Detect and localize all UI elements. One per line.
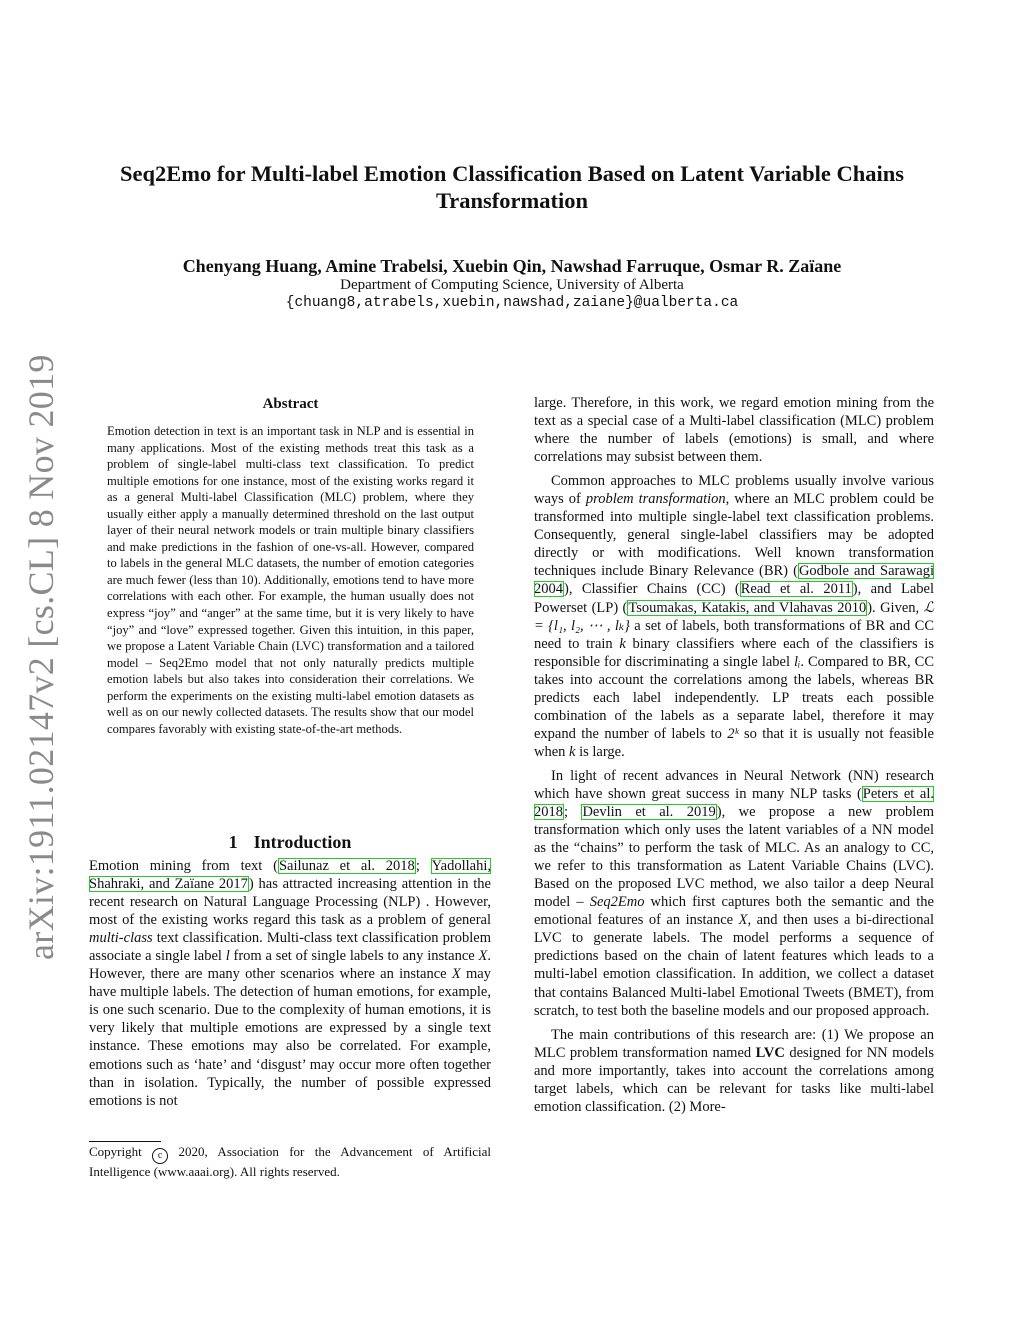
intro-paragraph-1-cont: large. Therefore, in this work, we regard emotion mining from the text as a special case of a Multi-label classification (MLC) problem where the number of labels (emotions) is small, and where correlations may subsist between them.	[534, 395, 934, 466]
intro-paragraph-4: The main contributions of this research are: (1) We propose an MLC problem transformation named LVC designed for NN models and more importantly, takes into account the correlations among target labels, which can be relevant for tasks like multi-label emotion classification. (2) More-	[534, 1026, 934, 1115]
title-line-2: Transformation	[435, 188, 589, 213]
copyright-icon: c	[152, 1148, 168, 1164]
citation-link[interactable]: Yadollahi, Shahraki, and Zaïane 2017	[89, 858, 491, 893]
citation-link[interactable]: Read et al. 2011	[740, 581, 852, 598]
math-variable: X	[451, 966, 461, 983]
citation-link[interactable]: Devlin et al. 2019	[582, 804, 716, 821]
copyright-footnote: Copyright c 2020, Association for the Advancement of Artificial Intelligence (www.aaai.org). All rights reserved.	[89, 1144, 492, 1179]
citation-link[interactable]: Godbole and Sarawagi 2004	[534, 563, 935, 598]
section-title: Introduction	[253, 832, 352, 852]
citation-link[interactable]: Tsoumakas, Katakis, and Vlahavas 2010	[628, 599, 867, 616]
arxiv-stamp: arXiv:1911.02147v2 [cs.CL] 8 Nov 2019	[21, 354, 61, 960]
math-expression: 2ᵏ	[727, 725, 739, 742]
section-number: 1	[228, 832, 238, 852]
citation-link[interactable]: Sailunaz et al. 2018	[278, 858, 415, 874]
math-expression: ℒ = {l₁, l₂, ⋯ , lₖ}	[534, 599, 934, 634]
math-variable: l	[225, 948, 230, 965]
intro-paragraph-2: Common approaches to MLC problems usually involve various ways of problem transformation, where an MLC problem could be transformed into multiple single-label text classification problems. Consequently, general single-label classifiers may be adopted directly or with modifications. Well known transformation techniques include Binary Relevance (BR) (Godbole and Sarawagi 2004), Classifier Chains (CC) (Read et al. 2011), and Label Powerset (LP) (Tsoumakas, Katakis, and Vlahavas 2010). Given, ℒ = {l₁, l₂, ⋯ , lₖ} a set of labels, both transformations of BR and CC need to train k binary classifiers where each of the classifiers is responsible for discriminating a single label lᵢ. Compared to BR, CC takes into account the correlations among the labels, whereas BR predicts each label independently. LP treats each possible combination of the labels as a separate label, therefore it may expand the number of labels to 2ᵏ so that it is usually not feasible when k is large.	[534, 473, 935, 760]
abstract-heading: Abstract	[262, 396, 319, 412]
author-emails: {chuang8,atrabels,xuebin,nawshad,zaiane}@ualberta.ca	[285, 295, 739, 311]
footnote-rule	[89, 1141, 161, 1142]
title-line-1: Seq2Emo for Multi-label Emotion Classification Based on Latent Variable Chains	[119, 161, 905, 186]
paper-title	[60, 160, 964, 214]
math-variable: lᵢ	[794, 653, 801, 670]
intro-paragraph-1: Emotion mining from text (Sailunaz et al. 2018; Yadollahi, Shahraki, and Zaïane 2017) has attracted increasing attention in the recent research on Natural Language Processing (NLP) . However, most of the existing works regard this task as a problem of general multi-class text classification. Multi-class text classification problem associate a single label l from a set of single labels to any instance X. However, there are many other scenarios where an instance X may have multiple labels. The detection of human emotions, for example, is one such scenario. Due to the complexity of human emotions, it is very likely that multiple emotions are expressed by a single text instance. These emotions may also be correlated. For example, emotions such as ‘hate’ and ‘disgust’ may occur more often together than in isolation. Typically, the number of possible expressed emotions is not	[89, 858, 491, 1109]
author-list: Chenyang Huang, Amine Trabelsi, Xuebin Qin, Nawshad Farruque, Osmar R. Zaïane	[182, 256, 842, 276]
section-heading-introduction	[89, 831, 491, 853]
math-variable: k	[619, 635, 626, 652]
intro-paragraph-3: In light of recent advances in Neural Network (NN) research which have shown great success in many NLP tasks (Peters et al. 2018; Devlin et al. 2019), we propose a new problem transformation which only uses the latent variables of a NN model as the “chains” to perform the task of MLC. As an analogy to CC, we refer to this transformation as Latent Variable Chains (LVC). Based on the proposed LVC method, we also tailor a deep Neural model – Seq2Emo which first captures both the semantic and the emotional features of an instance X, and then uses a bi-directional LVC to generate labels. The model performs a sequence of predictions based on the chain of latent features which leads to a multi-label emotion classification. In addition, we collect a dataset that contains Balanced Multi-label Emotional Tweets (BMET), from scratch, to test both the baseline models and our proposed approach.	[534, 767, 935, 1019]
affiliation: Department of Computing Science, University of Alberta	[340, 277, 684, 293]
math-variable: X	[478, 948, 488, 965]
right-column	[534, 394, 934, 1116]
abstract-body: Emotion detection in text is an important task in NLP and is essential in many applications. Most of the existing methods treat this task as a problem of single-label multi-class text classification. To predict multiple emotions for one instance, most of the existing works regard it as a general Multi-label Classification (MLC) problem, where they usually either apply a manually determined threshold on the last output layer of their neural network models or train multiple binary classifiers and make predictions in the fashion of one-vs-all. However, compared to labels in the general MLC datasets, the number of emotion categories are much fewer (less than 10). Additionally, emotions tend to have more correlations with each other. For example, the human usually does not express “joy” and “anger” at the same time, but it is very likely to have “joy” and “love” expressed together. Given this intuition, in this paper, we propose a Latent Variable Chain (LVC) transformation and a tailored model – Seq2Emo model that not only naturally predicts multiple emotion labels but also takes into consideration their correlations. We perform the experiments on the existing multi-label emotion datasets as well as on our newly collected datasets. The results show that our model compares favorably with existing state-of-the-art methods.	[107, 424, 474, 736]
math-variable: X	[738, 912, 748, 929]
citation-link[interactable]: Peters et al. 2018	[534, 785, 935, 821]
math-variable: k	[569, 743, 576, 760]
